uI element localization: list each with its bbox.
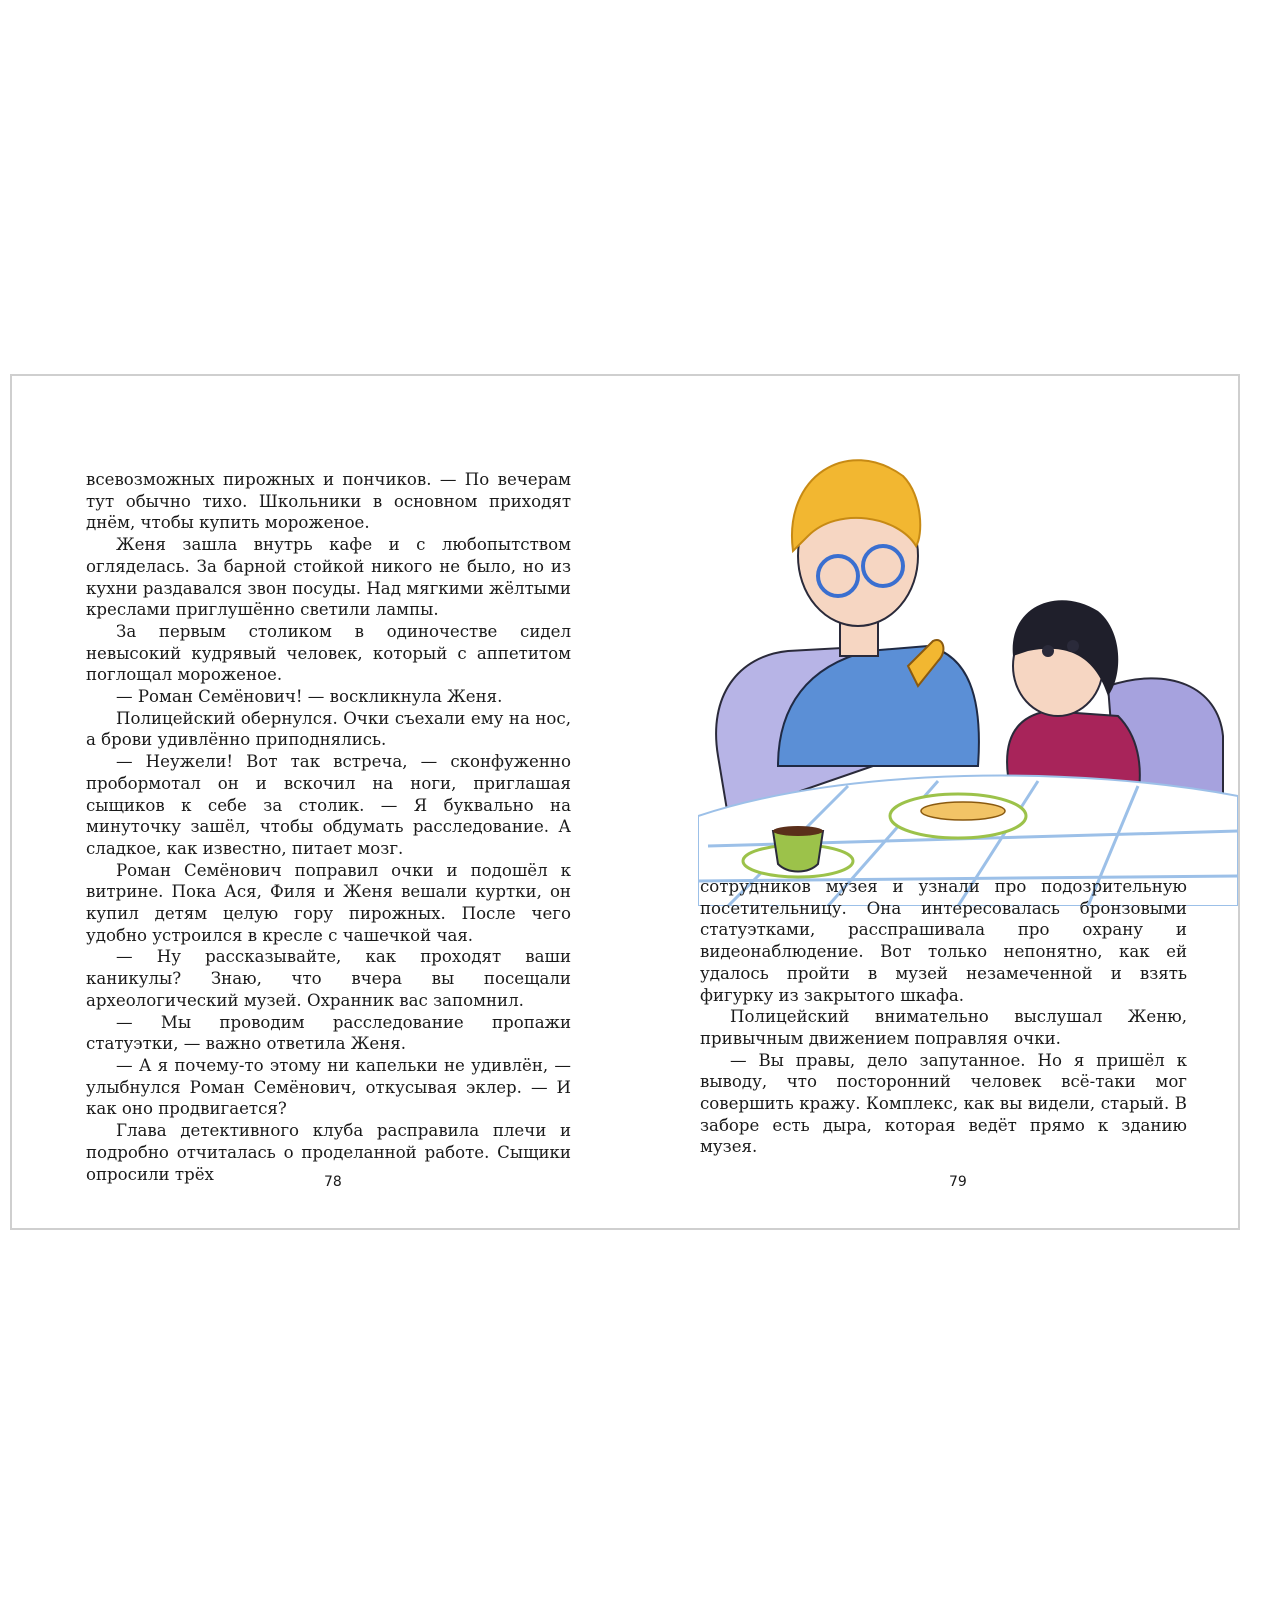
paragraph: всевозможных пирожных и пончиков. — По вечерам тут обычно тихо. Школьники в основном приходят днём, чтобы купить мороженое. [86,470,571,533]
paragraph: Женя зашла внутрь кафе и с любопытством огляделась. За барной стойкой никого не было, но из кухни раздавался звон посуды. Над мягкими жёлтыми креслами приглушённо светили лампы. [86,535,571,620]
paragraph: Полицейский внимательно выслушал Женю, привычным движением поправляя очки. [700,1007,1187,1048]
eye [1067,640,1079,652]
paragraph: — Вы правы, дело запутанное. Но я пришёл к выводу, что посторонний человек всё-таки мог совершить кражу. Комплекс, как вы видели, старый. В заборе есть дыра, которая ведёт прямо к зданию музея. [700,1050,1187,1157]
right-page-text [700,876,1187,1158]
cafe-illustration [698,436,1238,906]
left-page [12,376,627,1228]
paragraph: — А я почему-то этому ни капельки не удивлён, — улыбнулся Роман Семёнович, откусывая эклер. — И как оно продвигается? [86,1055,571,1119]
book-spread [10,374,1240,1230]
paragraph: За первым столиком в одиночестве сидел невысокий кудрявый человек, который с аппетитом поглощал мороженое. [86,621,571,685]
tea-cup [773,831,823,872]
paragraph: — Ну рассказывайте, как проходят ваши каникулы? Знаю, что вчера вы посещали археологический музей. Охранник вас запомнил. [86,947,571,1010]
paragraph: — Неужели! Вот так встреча, — сконфуженно пробормотал он и вскочил на ноги, приглашая сыщиков к себе за столик. — Я буквально на минуточку зашёл, чтобы обдумать расследование. А сладкое, как известно, питает мозг. [86,752,571,858]
left-page-text [86,469,571,1185]
page-number-left: 78 [324,1174,342,1190]
eclair [921,802,1005,820]
page-number-right: 79 [949,1174,967,1190]
paragraph: — Мы проводим расследование пропажи статуэтки, — важно ответила Женя. [86,1012,571,1054]
paragraph: сотрудников музея и узнали про подозрительную посетительницу. Она интересовалась бронзовыми статуэтками, расспрашивала про охрану и видеонаблюдение. Вот только непонятно, как ей удалось пройти в музей незамеченной и взять фигурку из закрытого шкафа. [700,877,1187,1005]
tea [773,826,823,836]
paragraph: Роман Семёнович поправил очки и подошёл к витрине. Пока Ася, Филя и Женя вешали куртки, он купил детям целую гору пирожных. После чего удобно устроился в кресле с чашечкой чая. [86,860,571,945]
paragraph: Глава детективного клуба расправила плечи и подробно отчиталась о проделанной работе. Сыщики опросили трёх [86,1121,571,1184]
paragraph: — Роман Семёнович! — воскликнула Женя. [116,687,503,707]
paragraph: Полицейский обернулся. Очки съехали ему на нос, а брови удивлённо приподнялись. [86,708,571,750]
eye [1042,645,1054,657]
